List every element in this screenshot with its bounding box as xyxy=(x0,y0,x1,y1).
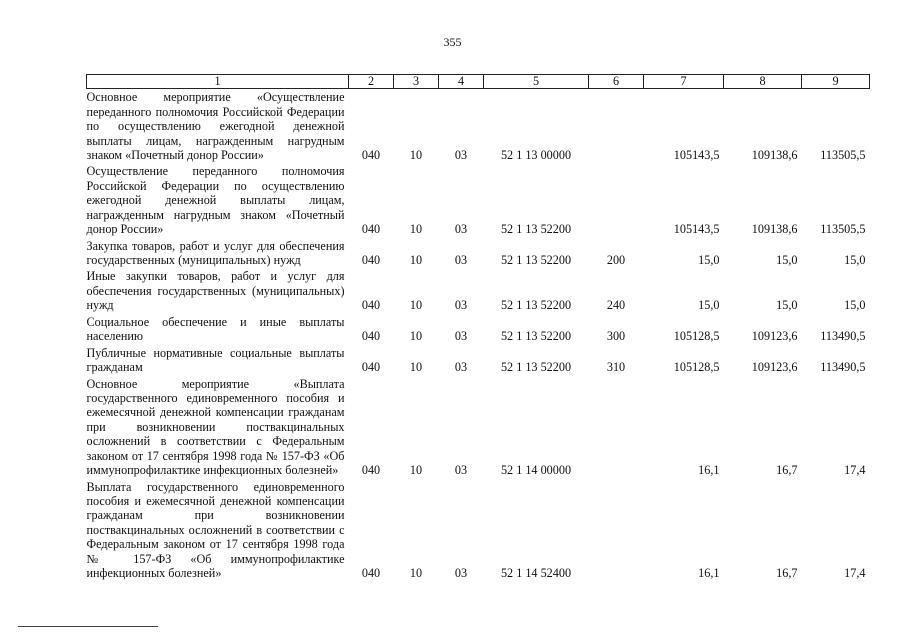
row-amount-year-2: 15,0 xyxy=(776,253,798,268)
row-ministry: 040 xyxy=(361,148,381,163)
table-header-row xyxy=(87,75,870,89)
footnote-divider xyxy=(18,626,158,627)
row-subsection: 03 xyxy=(454,298,468,313)
row-target: 52 1 13 00000 xyxy=(500,148,572,163)
row-section: 10 xyxy=(409,148,423,163)
row-amount-year-2: 109123,6 xyxy=(751,360,798,375)
row-amount-year-1: 15,0 xyxy=(698,253,720,268)
table-row xyxy=(87,344,870,375)
column-header-expense-type: 6 xyxy=(589,75,644,89)
row-amount-year-2: 109138,6 xyxy=(751,222,798,237)
row-expense-type xyxy=(589,375,644,478)
row-section: 10 xyxy=(409,360,423,375)
row-expense-type xyxy=(589,478,644,581)
row-expense-type: 200 xyxy=(606,253,626,268)
row-amount-year-3: 17,4 xyxy=(844,463,866,478)
row-ministry: 040 xyxy=(361,360,381,375)
row-amount-year-3: 113490,5 xyxy=(820,329,866,344)
row-amount-year-1: 105128,5 xyxy=(673,360,720,375)
row-expense-type: 300 xyxy=(606,329,626,344)
table-row xyxy=(87,478,870,581)
row-subsection: 03 xyxy=(454,329,468,344)
row-target: 52 1 14 00000 xyxy=(500,463,572,478)
row-amount-year-1: 16,1 xyxy=(698,566,720,581)
row-section: 10 xyxy=(409,298,423,313)
column-header-year-1: 7 xyxy=(644,75,724,89)
row-amount-year-3: 17,4 xyxy=(844,566,866,581)
column-header-year-3: 9 xyxy=(802,75,870,89)
row-subsection: 03 xyxy=(454,463,468,478)
row-expense-type: 240 xyxy=(606,298,626,313)
row-section: 10 xyxy=(409,253,423,268)
table-row xyxy=(87,89,870,163)
row-amount-year-2: 15,0 xyxy=(776,298,798,313)
row-amount-year-3: 113490,5 xyxy=(820,360,866,375)
row-amount-year-1: 105143,5 xyxy=(673,148,720,163)
row-amount-year-3: 15,0 xyxy=(844,253,866,268)
row-target: 52 1 14 52400 xyxy=(500,566,572,581)
row-expense-type: 310 xyxy=(606,360,626,375)
row-name: Социальное обеспечение и иные выплаты населению xyxy=(86,314,345,344)
row-section: 10 xyxy=(409,222,423,237)
table-row xyxy=(87,237,870,268)
column-header-section: 3 xyxy=(394,75,439,89)
row-subsection: 03 xyxy=(454,566,468,581)
row-amount-year-3: 113505,5 xyxy=(820,148,866,163)
row-name: Основное мероприятие «Осуществление переданного полномочия Российской Федерации по осуществлению ежегодной денежной выплаты лицам, награжденным нагрудным знаком «Почетный донор России» xyxy=(86,90,345,163)
row-section: 10 xyxy=(409,566,423,581)
row-name: Основное мероприятие «Выплата государственного единовременного пособия и ежемесячной денежной компенсации гражданам при возникновении поствакцинальных осложнений в соответствии с Федеральным законом от 17 сентября 1998 года № 157-ФЗ «Об иммунопрофилактике инфекционных болезней» xyxy=(86,376,345,478)
row-name: Иные закупки товаров, работ и услуг для обеспечения государственных (муниципальных) нужд xyxy=(86,269,345,313)
row-expense-type xyxy=(589,163,644,237)
row-amount-year-2: 16,7 xyxy=(776,463,798,478)
row-amount-year-1: 16,1 xyxy=(698,463,720,478)
table-row xyxy=(87,163,870,237)
column-header-name: 1 xyxy=(87,75,349,89)
row-name: Выплата государственного единовременного пособия и ежемесячной денежной компенсации гражданам при возникновении поствакцинальных осложнений в соответствии с Федеральным законом от 17 сентября 1998 года № 157-ФЗ «Об иммунопрофилактике инфекционных болезней» xyxy=(86,479,345,581)
row-subsection: 03 xyxy=(454,222,468,237)
row-amount-year-3: 15,0 xyxy=(844,298,866,313)
page-number: 355 xyxy=(443,35,462,49)
row-target: 52 1 13 52200 xyxy=(500,360,572,375)
row-amount-year-3: 113505,5 xyxy=(820,222,866,237)
row-ministry: 040 xyxy=(361,222,381,237)
row-target: 52 1 13 52200 xyxy=(500,253,572,268)
row-ministry: 040 xyxy=(361,329,381,344)
column-header-year-2: 8 xyxy=(724,75,802,89)
row-amount-year-2: 16,7 xyxy=(776,566,798,581)
row-subsection: 03 xyxy=(454,253,468,268)
row-amount-year-1: 15,0 xyxy=(698,298,720,313)
row-target: 52 1 13 52200 xyxy=(500,222,572,237)
row-name: Осуществление переданного полномочия Российской Федерации по осуществлению ежегодной денежной выплаты лицам, награжденным нагрудным знаком «Почетный донор России» xyxy=(86,164,345,237)
table-row xyxy=(87,313,870,344)
budget-table xyxy=(86,74,870,581)
row-subsection: 03 xyxy=(454,360,468,375)
row-amount-year-1: 105143,5 xyxy=(673,222,720,237)
row-target: 52 1 13 52200 xyxy=(500,329,572,344)
table-row xyxy=(87,268,870,313)
row-ministry: 040 xyxy=(361,463,381,478)
column-header-ministry: 2 xyxy=(349,75,394,89)
row-amount-year-1: 105128,5 xyxy=(673,329,720,344)
row-ministry: 040 xyxy=(361,298,381,313)
row-ministry: 040 xyxy=(361,253,381,268)
row-amount-year-2: 109123,6 xyxy=(751,329,798,344)
row-section: 10 xyxy=(409,329,423,344)
row-target: 52 1 13 52200 xyxy=(500,298,572,313)
row-name: Закупка товаров, работ и услуг для обеспечения государственных (муниципальных) нужд xyxy=(86,238,345,268)
row-name: Публичные нормативные социальные выплаты гражданам xyxy=(86,345,345,375)
row-amount-year-2: 109138,6 xyxy=(751,148,798,163)
row-subsection: 03 xyxy=(454,148,468,163)
row-expense-type xyxy=(589,89,644,163)
table-row xyxy=(87,375,870,478)
row-section: 10 xyxy=(409,463,423,478)
column-header-subsection: 4 xyxy=(439,75,484,89)
column-header-target: 5 xyxy=(484,75,589,89)
row-ministry: 040 xyxy=(361,566,381,581)
